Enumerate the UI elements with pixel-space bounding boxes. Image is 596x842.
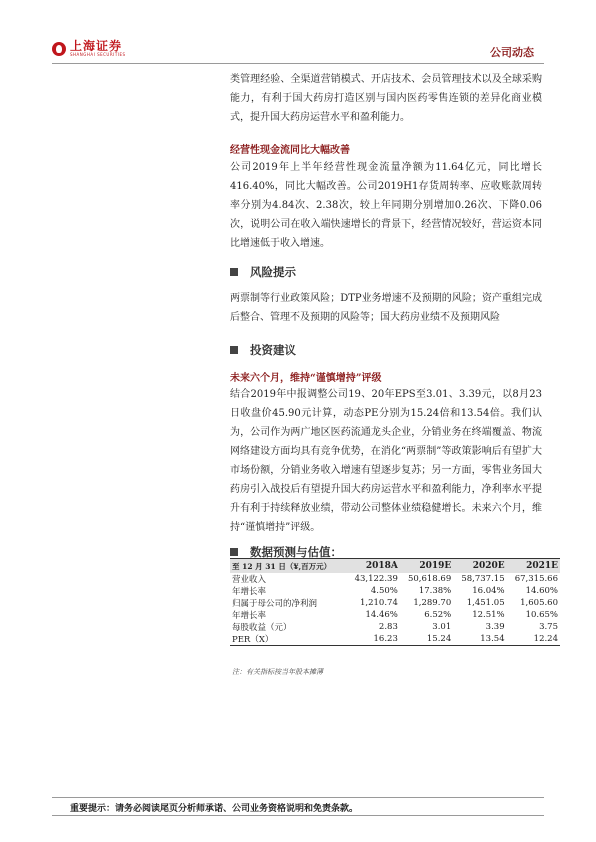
intro-paragraph: 类管理经验、全渠道营销模式、开店技术、会员管理技术以及全球采购能力，有利于国大药房打造区别与国内医药零售连锁的差异化商业模式，提升国大药房运营水平和盈利能力。 (230, 74, 542, 123)
invest-subtitle: 未来六个月，维持“谨慎增持”评级 (230, 373, 382, 384)
table-header-row (230, 559, 560, 574)
square-bullet-icon (230, 346, 238, 354)
logo-en: SHANGHAI SECURITIES (70, 52, 126, 57)
table-cell: 3.39 (485, 622, 505, 632)
risk-paragraph: 两票制等行业政策风险；DTP业务增速不及预期的风险；资产重组完成后整合、管理不及预期的风险等；国大药房业绩不及预期风险 (230, 293, 542, 323)
table-row (230, 621, 560, 633)
table-cell: 14.46% (365, 610, 398, 620)
table-header-cell: 至 12 月 31 日（¥,百万元） (230, 559, 346, 574)
section-label: 公司动态 (490, 46, 534, 59)
table-cell: 15.24 (400, 633, 453, 646)
table-cell: 58,737.15 (461, 574, 505, 584)
table-cell: 归属于母公司的净利润 (232, 599, 318, 609)
table-row (230, 633, 560, 646)
table-cell: 1,605.60 (520, 598, 558, 608)
table-row (230, 597, 560, 609)
header-divider (52, 63, 544, 64)
logo-icon (52, 42, 66, 56)
table-cell: 年增长率 (232, 611, 267, 621)
table-cell: 14.60% (525, 586, 558, 596)
table-note: 注：有关指标按当年股本摊薄 (232, 668, 323, 676)
table-cell: 1,289.70 (413, 598, 452, 608)
cashflow-title: 经营性现金流同比大幅改善 (230, 145, 350, 156)
table-row (230, 585, 560, 597)
table-cell: 12.51% (472, 610, 505, 620)
logo (52, 40, 126, 57)
risk-heading (230, 264, 296, 280)
table-cell: 17.38% (418, 586, 452, 596)
logo-cn: 上海证券 (70, 39, 123, 53)
table-cell: 43,122.39 (354, 574, 398, 584)
table-cell: 4.50% (370, 586, 398, 596)
table-row (230, 609, 560, 621)
forecast-title: 数据预测与估值： (250, 545, 342, 559)
table-cell: 50,618.69 (407, 574, 452, 584)
table-cell: 16.04% (472, 586, 505, 596)
table-cell: PER（X） (230, 633, 346, 646)
table-cell: 2.83 (378, 622, 398, 632)
table-cell: 营业收入 (232, 575, 267, 585)
logo-text (70, 40, 126, 57)
table-cell: 年增长率 (232, 587, 267, 597)
table-row (230, 573, 560, 585)
forecast-table (230, 558, 560, 646)
table-cell: 13.54 (453, 633, 506, 646)
square-bullet-icon (230, 268, 238, 276)
table-cell: 6.52% (424, 610, 452, 620)
square-bullet-icon (230, 548, 238, 556)
footer-disclaimer: 重要提示：请务必阅读尾页分析师承诺、公司业务资格说明和免责条款。 (70, 804, 359, 814)
table-cell: 1,210.74 (360, 598, 398, 608)
table-header-cell: 2018A (346, 559, 399, 574)
table-cell: 3.75 (539, 622, 558, 632)
table-cell: 3.01 (432, 622, 452, 632)
footer-divider (52, 797, 544, 798)
table-cell: 12.24 (507, 633, 560, 646)
table-header-cell: 2019E (400, 559, 453, 574)
footer-divider-bottom (52, 815, 544, 816)
invest-heading (230, 342, 296, 358)
table-cell: 1,451.05 (466, 598, 505, 608)
table-cell: 每股收益（元） (232, 623, 292, 633)
table-header-cell: 2020E (453, 559, 506, 574)
table-cell: 67,315.66 (514, 574, 558, 584)
invest-paragraph: 结合2019年中报调整公司19、20年EPS至3.01、3.39元，以8月23日收盘价45.90元计算，动态PE分别为15.24倍和13.54倍。我们认为，公司作为两广地区医药流通龙头企业，分销业务在终端覆盖、物流网络建设方面均具有竞争优势，在消化“两票制”等政策影响后有望扩大市场份额，分销业务收入增速有望逐步复苏；另一方面，零售业务国大药房引入战投后有望提升国大药房运营水平和盈利能力，净利率水平提升有利于持续释放业绩，带动公司整体业绩稳健增长。未来六个月，维持“谨慎增持”评级。 (230, 389, 542, 533)
table-cell: 10.65% (525, 610, 558, 620)
risk-title: 风险提示 (250, 265, 296, 279)
table-cell: 16.23 (346, 633, 399, 646)
table-header-cell: 2021E (507, 559, 560, 574)
cashflow-paragraph: 公司2019年上半年经营性现金流量净额为11.64亿元，同比增长416.40%，同比大幅改善。公司2019H1存货周转率、应收账款周转率分别为4.84次、2.38次，较上年同期分别增加0.26次、下降0.06次，说明公司在收入端快速增长的背景下，经营情况较好，营运资本同比增速低于收入增速。 (230, 162, 542, 249)
invest-title: 投资建议 (250, 343, 296, 357)
